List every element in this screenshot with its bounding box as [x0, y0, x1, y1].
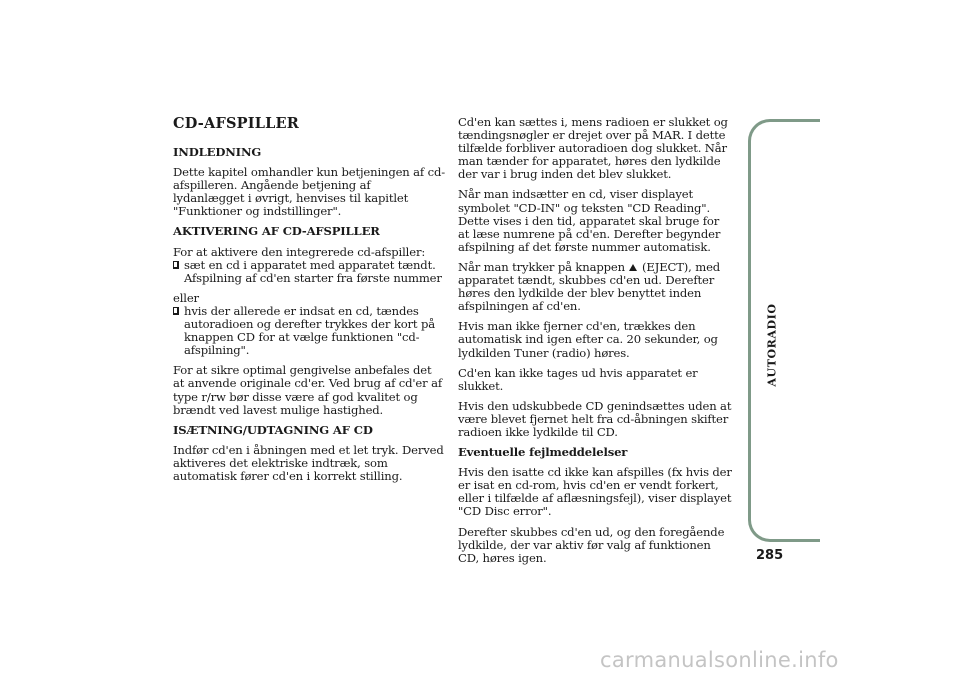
bullet-item	[173, 259, 445, 285]
chapter-tab-label	[762, 300, 782, 390]
paragraph: Cd'en kan sættes i, mens radioen er slukket og tændingsnøgler er drejet over på MAR. I dette tilfælde forbliver autoradioen dog slukket. Når man tænder for apparatet, høres den lydkilde der var i brug inden det blev slukket.	[458, 115, 728, 182]
checkbox-bullet-icon	[173, 307, 179, 315]
paragraph: Hvis man ikke fjerner cd'en, trækkes den automatisk ind igen efter ca. 20 sekunder, og lydkilden Tuner (radio) høres.	[458, 319, 718, 360]
intro-text: Dette kapitel omhandler kun betjeningen af cd-afspilleren. Angående betjening af lydanlægget i øvrigt, henvises til kapitlet "Funktioner og indstillinger".	[173, 165, 445, 219]
eject-icon	[629, 264, 637, 271]
right-column	[458, 116, 733, 572]
intro-heading: INDLEDNING	[173, 145, 262, 159]
quality-text: For at sikre optimal gengivelse anbefales det at anvende originale cd'er. Ved brug af cd'er af type r/rw bør disse være af god kvalitet og brændt ved lavest mulige hastighed.	[173, 363, 442, 417]
paragraph: Hvis den isatte cd ikke kan afspilles (fx hvis der er isat en cd-rom, hvis cd'en er vendt forkert, eller i tilfælde af aflæsningsfejl), viser displayet "CD Disc error".	[458, 465, 732, 519]
eject-text-before: Når man trykker på knappen	[458, 259, 629, 274]
paragraph: Cd'en kan ikke tages ud hvis apparatet er slukket.	[458, 365, 698, 393]
eject-paragraph	[458, 261, 733, 313]
insert-heading: ISÆTNING/UDTAGNING AF CD	[173, 422, 373, 437]
errors-heading: Eventuelle fejlmeddelelser	[458, 445, 628, 460]
insert-text: Indfør cd'en i åbningen med et let tryk. Derved aktiveres det elektriske indtræk, som automatisk fører cd'en i korrekt stilling.	[173, 442, 444, 483]
left-column	[173, 116, 445, 490]
paragraph: Når man indsætter en cd, viser displayet symbolet "CD-IN" og teksten "CD Reading". Dette vises i den tid, apparatet skal bruge for at læse numrene på cd'en. Derefter begynder afspilning af det første nummer automatisk.	[458, 187, 721, 254]
section-title: CD-AFSPILLER	[173, 115, 299, 132]
activation-heading: AKTIVERING AF CD-AFSPILLER	[173, 224, 380, 239]
chapter-tab-text: AUTORADIO	[765, 303, 779, 387]
chapter-tab	[748, 119, 820, 542]
bullet-text: sæt en cd i apparatet med apparatet tændt. Afspilning af cd'en starter fra første nummer	[184, 257, 442, 285]
page-number: 285	[756, 548, 784, 563]
eject-text-after: (EJECT), med apparatet tændt, skubbes cd'en ud. Derefter høres den lydkilde der blev benyttet inden afspilningen af cd'en.	[458, 259, 721, 314]
paragraph: Hvis den udskubbede CD genindsættes uden at være blevet fjernet helt fra cd-åbningen skifter radioen ikke lydkilde til CD.	[458, 398, 732, 439]
activation-intro: For at aktivere den integrerede cd-afspiller:	[173, 244, 426, 259]
bullet-item	[173, 305, 445, 357]
or-text: eller	[173, 290, 199, 305]
watermark: carmanualsonline.info	[600, 648, 839, 672]
paragraph: Derefter skubbes cd'en ud, og den foregående lydkilde, der var aktiv før valg af funktionen CD, høres igen.	[458, 524, 725, 565]
bullet-text: hvis der allerede er indsat en cd, tændes autoradioen og derefter trykkes der kort på knappen CD for at vælge funktionen "cd-afspilning".	[184, 303, 435, 358]
checkbox-bullet-icon	[173, 261, 179, 269]
